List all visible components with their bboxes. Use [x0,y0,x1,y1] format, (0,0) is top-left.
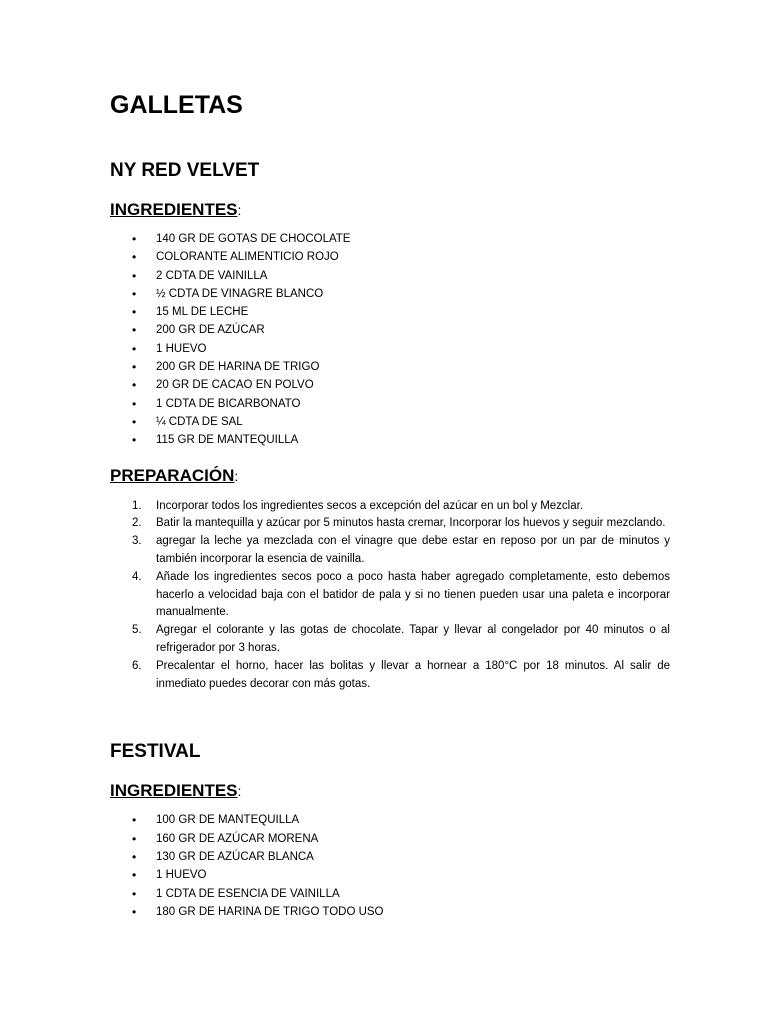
list-item: • 160 GR DE AZÚCAR MORENA [132,830,768,848]
list-item: • 130 GR DE AZÚCAR BLANCA [132,848,768,866]
list-item: • 200 GR DE AZÚCAR [132,321,768,339]
step-number: 5. [132,624,142,637]
list-item: • 1 HUEVO [132,866,768,884]
step-number: 6. [132,659,142,672]
list-item: • 15 ML DE LECHE [132,303,768,321]
bullet-icon: • [132,868,137,883]
bullet-icon: • [132,360,137,375]
bullet-icon: • [132,232,137,246]
step-item: 3. agregar la leche ya mezclada con el vinagre que debe estar en reposo por un par de minutos y también incorporar la esencia de vainilla. [132,535,670,565]
step-item: 1. Incorporar todos los ingredientes secos a excepción del azúcar en un bol y Mezclar. [132,498,670,516]
preparation-steps [110,498,670,694]
step-item: 4. Añade los ingredientes secos poco a poco hasta haber agregado completamente, esto debemos hacerlo a velocidad baja con el batidor de pala y si no tienen pueden usar una paleta e incorporar manualmente. [132,570,670,619]
step-number: 1. [132,499,142,512]
preparation-heading: PREPARACIÓN: [110,465,239,485]
list-item: • 1 HUEVO [132,340,768,358]
ingredients-heading: INGREDIENTES: [110,781,242,801]
bullet-icon: • [132,305,137,320]
step-item: 5. Agregar el colorante y las gotas de chocolate. Tapar y llevar al congelador por 40 minutos o al refrigerador por 3 horas. [132,624,670,654]
step-number: 4. [132,570,142,583]
recipe-title: NY RED VELVET [110,160,260,181]
bullet-icon: • [132,904,137,919]
list-item: • 1 CDTA DE ESENCIA DE VAINILLA [132,885,768,903]
ingredients-list [110,811,768,921]
recipe-festival [110,739,768,921]
list-item: • 115 GR DE MANTEQUILLA [132,431,768,449]
ingredients-heading: INGREDIENTES: [110,200,242,219]
step-number: 3. [132,535,142,548]
bullet-icon: • [132,396,137,411]
bullet-icon: • [132,286,137,301]
list-item: • 1 CDTA DE BICARBONATO [132,395,768,413]
list-item: • 180 GR DE HARINA DE TRIGO TODO USO [132,903,768,921]
bullet-icon: • [132,849,137,864]
bullet-icon: • [132,268,137,283]
bullet-icon: • [132,886,137,901]
bullet-icon: • [132,378,137,393]
ingredients-list [110,230,768,450]
list-item: • ¼ CDTA DE SAL [132,413,768,431]
list-item: • 20 GR DE CACAO EN POLVO [132,376,768,394]
step-item: 6. Precalentar el horno, hacer las bolitas y llevar a hornear a 180°C por 18 minutos. Al salir de inmediato puedes decorar con más gotas. [132,659,670,690]
list-item: • ½ CDTA DE VINAGRE BLANCO [132,285,768,303]
bullet-icon: • [132,323,137,338]
bullet-icon: • [132,813,137,828]
list-item: • 140 GR DE GOTAS DE CHOCOLATE [132,230,768,248]
document-title: GALLETAS [110,91,243,119]
step-item: 2. Batir la mantequilla y azúcar por 5 minutos hasta cremar, Incorporar los huevos y seguir mezclando. [132,515,670,533]
step-number: 2. [132,517,142,530]
bullet-icon: • [132,414,137,429]
recipe-ny-red-velvet [110,158,768,693]
bullet-icon: • [132,433,137,448]
list-item: • 200 GR DE HARINA DE TRIGO [132,358,768,376]
bullet-icon: • [132,341,137,356]
list-item: • 2 CDTA DE VAINILLA [132,267,768,285]
bullet-icon: • [132,831,137,846]
list-item: • 100 GR DE MANTEQUILLA [132,811,768,829]
recipe-title: FESTIVAL [110,741,201,763]
list-item: • COLORANTE ALIMENTICIO ROJO [132,248,768,266]
bullet-icon: • [132,250,137,265]
